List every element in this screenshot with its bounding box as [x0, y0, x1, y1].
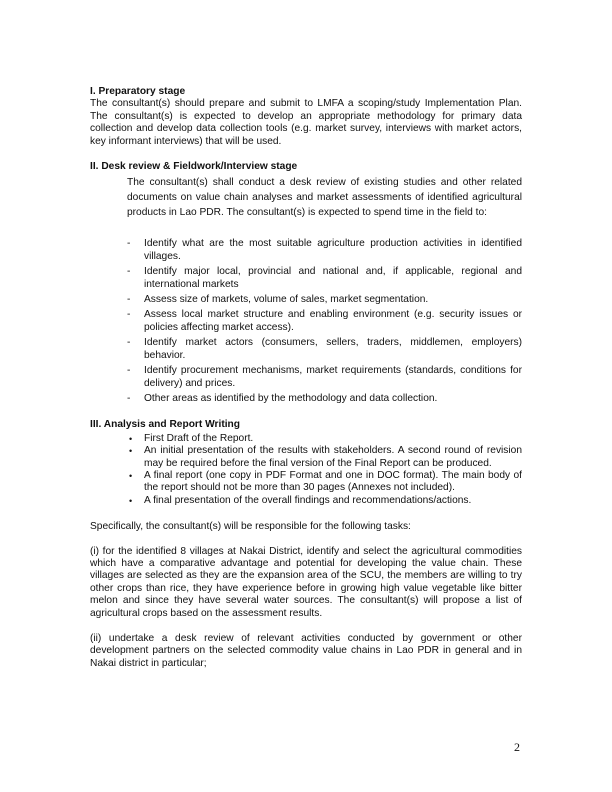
desk-review-list — [90, 238, 522, 405]
list-item: - Other areas as identified by the methodology and data collection. — [127, 392, 438, 404]
section-heading-analysis: III. Analysis and Report Writing — [90, 419, 241, 431]
list-item: • A final presentation of the overall findings and recommendations/actions. — [129, 494, 472, 506]
list-marker: - — [127, 309, 131, 321]
list-marker: - — [127, 266, 131, 278]
list-item: - Identify procurement mechanisms, market requirements (standards, conditions for delivery) and prices. — [127, 365, 522, 389]
list-item: - Identify what are the most suitable agriculture production activities in identified villages. — [127, 238, 522, 262]
section-body-preparatory: The consultant(s) should prepare and submit to LMFA a scoping/study Implementation Plan. The consultant(s) is expected to develop an appropriate methodology for primary data collection and develop data collection tools (e.g. market survey, interviews with market actors, key informant interviews) that will be used. — [90, 98, 522, 147]
task-item-ii: (ii) undertake a desk review of relevant activities conducted by government or other development partners on the selected commodity value chains in Lao PDR in general and in Nakai district in particular; — [90, 633, 522, 669]
list-marker: - — [127, 238, 131, 250]
list-item: - Identify market actors (consumers, sellers, traders, middlemen, employers) behavior. — [127, 337, 522, 361]
list-item: • A final report (one copy in PDF Format and one in DOC format). The main body of the report should not be more than 30 pages (Annexes not included). — [129, 469, 522, 494]
task-item-i: (i) for the identified 8 villages at Nakai District, identify and select the agricultural commodities which have a comparative advantage and potential for developing the value chain. These villages are selected as they are the expansion area of the SCU, the members are willing to try other crops than rice, they have experience before in growing high value vegetable like bitter melon and since they have several water sources. The consultant(s) will propose a list of agricultural crops based on the assessment results. — [90, 545, 522, 619]
list-marker: - — [127, 337, 131, 349]
list-marker: - — [127, 294, 131, 306]
list-item: - Assess size of markets, volume of sales, market segmentation. — [127, 294, 429, 306]
bullet-icon: • — [129, 433, 133, 444]
bullet-icon: • — [129, 446, 133, 457]
analysis-list — [90, 433, 522, 507]
page-content — [90, 86, 522, 670]
section-heading-preparatory: I. Preparatory stage — [90, 86, 186, 97]
list-marker: - — [127, 365, 131, 377]
list-marker: - — [127, 392, 131, 404]
list-item: - Identify major local, provincial and national and, if applicable, regional and international markets — [127, 266, 522, 290]
list-item: - Assess local market structure and enabling environment (e.g. security issues or policies affecting market access). — [127, 309, 522, 333]
bullet-icon: • — [129, 495, 133, 506]
list-item: • An initial presentation of the results with stakeholders. A second round of revision may be required before the final version of the Final Report can be produced. — [129, 445, 522, 469]
list-item: • First Draft of the Report. — [129, 432, 254, 444]
section-heading-desk-review: II. Desk review & Fieldwork/Interview stage — [90, 161, 298, 173]
page-number: 2 — [514, 740, 520, 754]
section-body-desk-review: The consultant(s) shall conduct a desk review of existing studies and other related documents on value chain analyses and market assessments of identified agricultural products in Lao PDR. The consultant(s) is expected to spend time in the field to: — [127, 177, 522, 219]
tasks-intro: Specifically, the consultant(s) will be responsible for the following tasks: — [90, 521, 411, 533]
bullet-icon: • — [129, 470, 133, 481]
